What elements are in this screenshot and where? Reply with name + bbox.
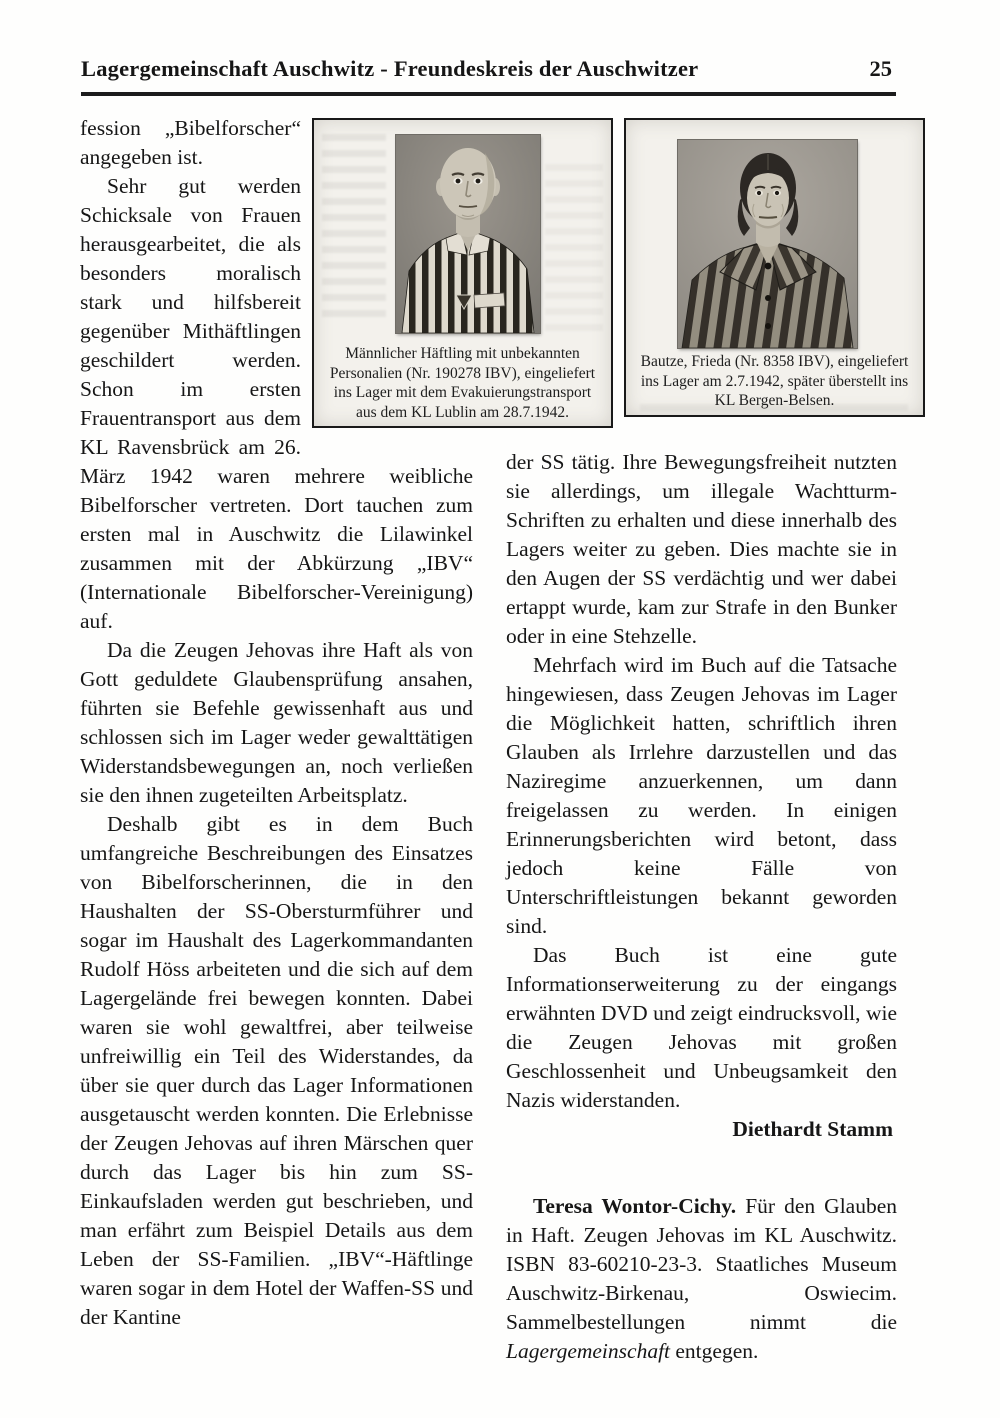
photo-caption-male: Männlicher Häftling mit unbekannten Personalien (Nr. 190278 IBV), eingeliefert ins Lager mit dem Evakuierungstransport aus dem KL Lublin am 28.7.1942. [329, 345, 596, 421]
page-number: 25 [869, 56, 892, 81]
book-reference [506, 1192, 897, 1366]
bleed-through-text [545, 164, 603, 332]
photo-wrap-spacer [301, 114, 473, 450]
book-reference-text: entgegen. [670, 1339, 759, 1363]
paragraph: Deshalb gibt es in dem Buch umfangreiche Beschreibungen des Einsatzes von Bibelforscherinnen, die in den Haushalten der SS-Obersturmführer und sogar im Haushalt des Lagerkommandanten Rudolf Höss arbeiteten und die sich auf dem Lagergelände frei bewegen konnten. Dabei waren sie wohl gewaltfrei, aber teilweise unfreiwillig ein Teil des Widerstandes, da über sie quer durch das Lager Informationen ausgetauscht werden konnten. Die Erlebnisse der Zeugen Jehovas auf ihren Märschen quer durch das Lager bis hin zum SS-Einkaufsladen werden gut beschrieben, und man erfährt zum Beispiel Details aus dem Leben der SS-Familien. „IBV“-Häftlinge waren sogar in dem Hotel der Waffen-SS und der Kantine [80, 812, 473, 1329]
paragraph: Da die Zeugen Jehovas ihre Haft als von Gott geduldete Glaubensprüfung ansahen, führten sie Befehle gewissenhaft aus und schlossen sich im Lager weder gewalttätigen Widerstandsbewegungen an, noch verließen sie den ihnen zugeteilten Arbeitsplatz. [80, 638, 473, 807]
female-prisoner-photo [678, 140, 857, 348]
paragraph: fession „Bibelforscher“ angegeben ist. [80, 116, 301, 169]
paragraph: Mehrfach wird im Buch auf die Tatsache hingewiesen, dass Zeugen Jehovas im Lager die Möglichkeit hatten, schriftlich ihren Glauben als Irrlehre darzustellen und das Naziregime anzuerkennen, um dann freigelassen zu werden. In einigen Erinnerungsberichten wird betont, dass jedoch keine Fälle von Unterschriftleistungen bekannt geworden sind. [506, 653, 897, 938]
figure-female-prisoner [624, 118, 925, 417]
header-rule [81, 92, 896, 96]
paragraph: der SS tätig. Ihre Bewegungsfreiheit nutzten sie allerdings, um illegale Wachtturm-Schriften zu erhalten und diese innerhalb des Lagers weiter zu geben. Dies machte sie in den Augen der SS verdächtig und wer dabei ertappt wurde, kam zur Strafe in den Bunker oder in eine Stehzelle. [506, 450, 897, 648]
book-reference-author: Teresa Wontor-Cichy. [533, 1194, 737, 1218]
author-byline: Diethardt Stamm [732, 1117, 893, 1141]
book-reference-journal-name: Lagergemeinschaft [506, 1339, 671, 1363]
paragraph: Das Buch ist eine gute Informationserweiterung zu der eingangs erwähnten DVD und zeigt eindrucksvoll, wie die Zeugen Jehovas mit großen Geschlossenheit und Unbeugsamkeit den Nazis widerstanden. [506, 943, 897, 1112]
page-header-title: Lagergemeinschaft Auschwitz - Freundeskreis der Auschwitzer [81, 56, 699, 81]
left-text-column [80, 114, 473, 1332]
photo-caption-female: Bautze, Frieda (Nr. 8358 IBV), eingeliefert ins Lager am 2.7.1942, später überstellt ins KL Bergen-Belsen. [640, 353, 909, 409]
right-text-column [506, 448, 897, 1366]
paragraph: Sehr gut werden Schicksale von Frauen herausgearbeitet, die als besonders moralisch stark und hilfsbereit gegenüber Mithäftlingen geschildert werden. Schon im ersten Frauentransport aus dem KL Ravensbrück am 26. März 1942 waren mehrere weibliche Bibelforscher vertreten. Dort tauchen zum ersten mal in Auschwitz die Lilawinkel zusammen mit der Abkürzung „IBV“ (Internationale Bibelforscher-Vereinigung) auf. [80, 174, 473, 633]
book-reference-text: Für den Glauben in Haft. Zeugen Jehovas im KL Auschwitz. ISBN 83-60210-23-3. Staatliches Museum Auschwitz-Birkenau, Oswiecim. Sammelbestellungen nimmt die [506, 1194, 898, 1334]
